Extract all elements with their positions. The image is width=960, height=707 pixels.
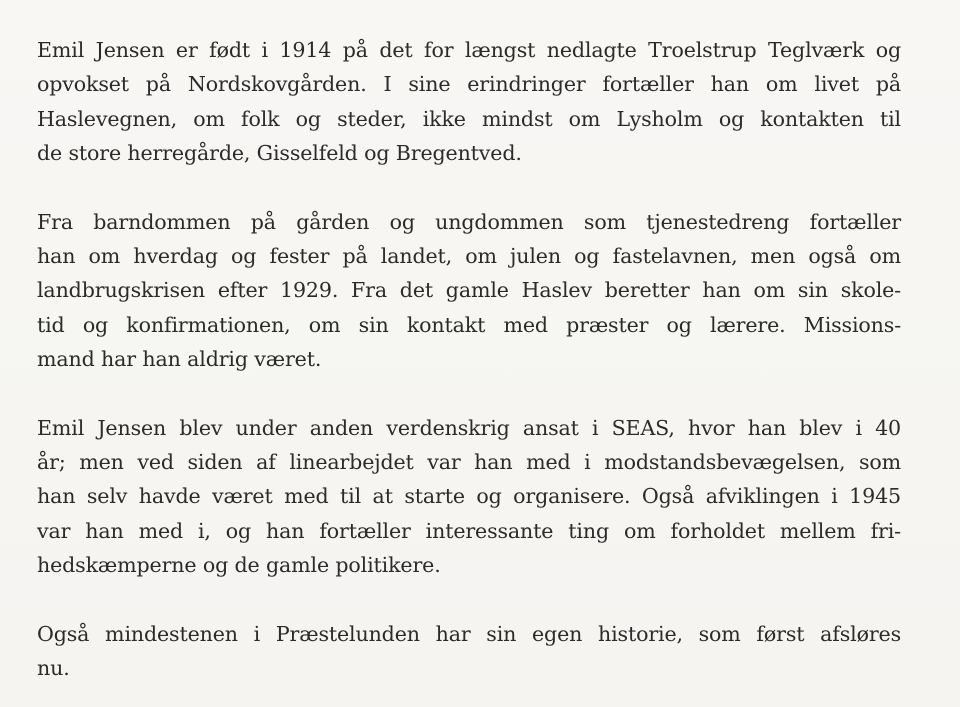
- paragraph-1: [37, 33, 901, 170]
- text-line: år; men ved siden af linearbejdet var han med i modstandsbevægelsen, som: [37, 449, 901, 474]
- text-line: mand har han aldrig været.: [37, 346, 322, 371]
- text-line: han selv havde været med til at starte og organisere. Også afviklingen i 1945: [37, 484, 901, 509]
- paragraph-4: [37, 617, 901, 686]
- paragraph-gap: [37, 170, 901, 205]
- body-text: [37, 33, 901, 685]
- paragraph-3: [37, 411, 901, 582]
- text-line: de store herregårde, Gisselfeld og Bregentved.: [37, 140, 522, 165]
- paragraph-2: [37, 205, 901, 376]
- text-line: nu.: [37, 655, 70, 680]
- text-line: var han med i, og han fortæller interessante ting om forholdet mellem fri-: [37, 518, 901, 543]
- text-line: han om hverdag og fester på landet, om julen og fastelavnen, men også om: [37, 243, 901, 268]
- text-line: hedskæmperne og de gamle politikere.: [37, 552, 441, 577]
- text-line: Fra barndommen på gården og ungdommen som tjenestedreng fortæller: [37, 209, 901, 234]
- text-line: Haslevegnen, om folk og steder, ikke mindst om Lysholm og kontakten til: [37, 106, 901, 131]
- paragraph-gap: [37, 376, 901, 411]
- paragraph-gap: [37, 582, 901, 617]
- text-line: Også mindestenen i Præstelunden har sin egen historie, som først afsløres: [37, 621, 901, 646]
- text-line: Emil Jensen blev under anden verdenskrig ansat i SEAS, hvor han blev i 40: [37, 415, 901, 440]
- text-line: tid og konfirmationen, om sin kontakt med præster og lærere. Missions-: [37, 312, 901, 337]
- text-line: landbrugskrisen efter 1929. Fra det gamle Haslev beretter han om sin skole-: [37, 278, 901, 303]
- text-line: opvokset på Nordskovgården. I sine erindringer fortæller han om livet på: [37, 72, 901, 97]
- text-line: Emil Jensen er født i 1914 på det for længst nedlagte Troelstrup Teglværk og: [37, 38, 901, 62]
